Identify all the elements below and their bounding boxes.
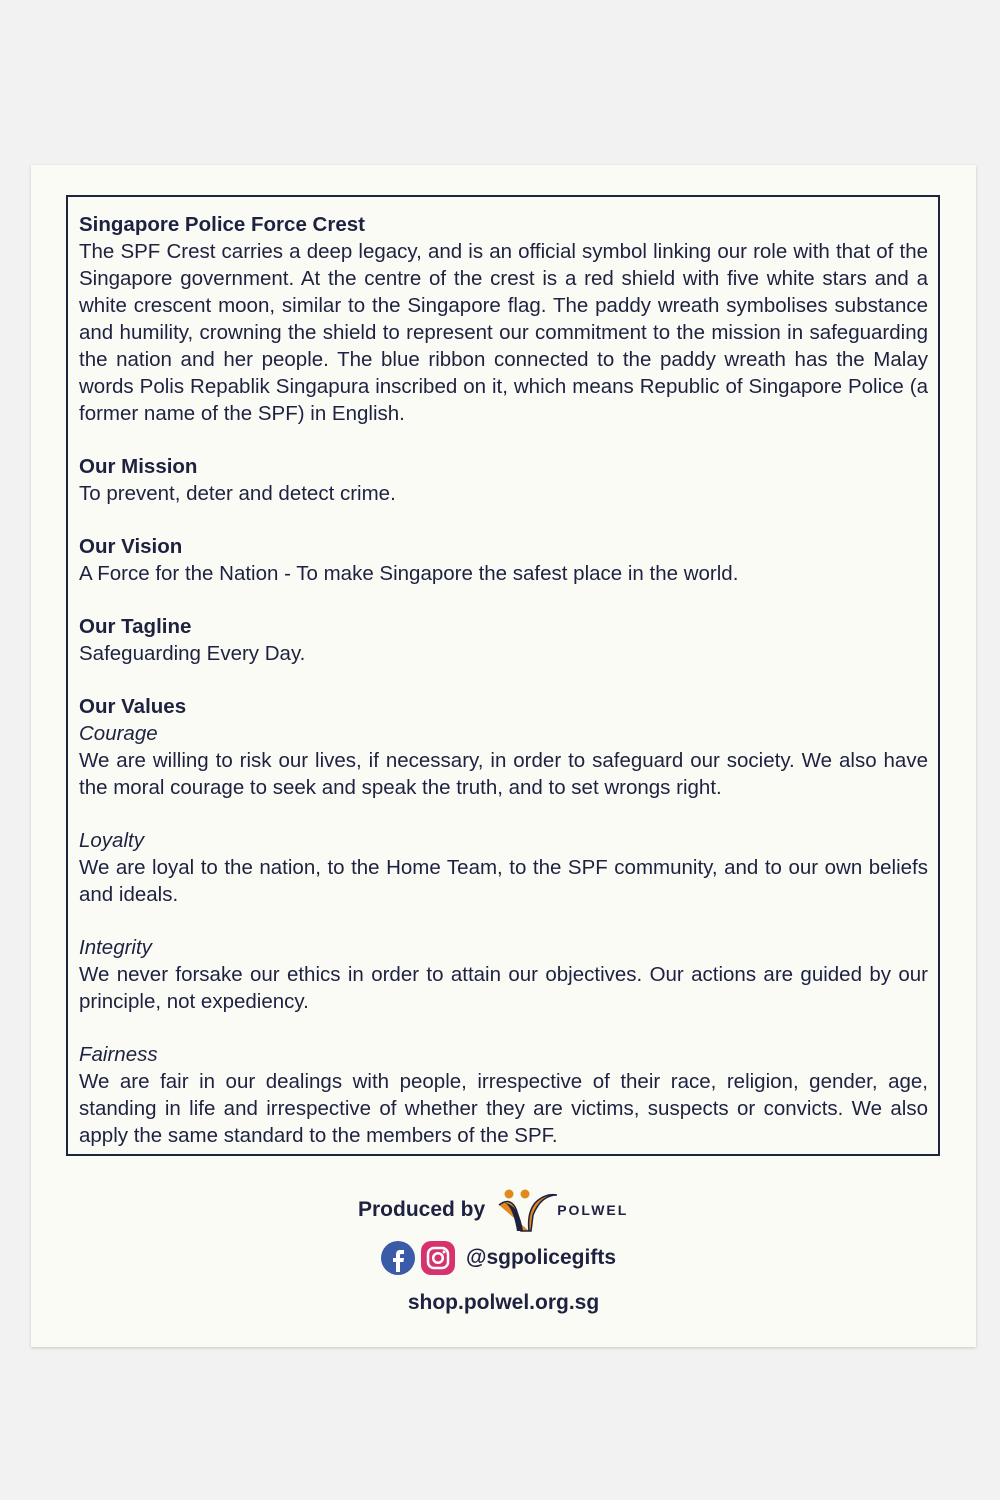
polwel-wordmark: POLWEL bbox=[557, 1202, 629, 1218]
produced-by-label: Produced by bbox=[358, 1198, 486, 1221]
website-link[interactable]: shop.polwel.org.sg bbox=[407, 1291, 600, 1314]
social-row bbox=[380, 1239, 616, 1277]
crest-section bbox=[79, 211, 928, 427]
value-name: Integrity bbox=[79, 936, 152, 959]
facebook-icon[interactable] bbox=[380, 1240, 416, 1276]
social-handle[interactable]: @sgpolicegifts bbox=[466, 1246, 616, 1269]
mission-heading: Our Mission bbox=[79, 455, 198, 478]
produced-by-row bbox=[358, 1185, 628, 1235]
polwel-logo-icon bbox=[495, 1185, 557, 1235]
vision-section bbox=[79, 533, 928, 587]
values-heading: Our Values bbox=[79, 695, 187, 718]
tagline-section bbox=[79, 613, 928, 667]
value-fairness bbox=[79, 1041, 928, 1149]
values-section bbox=[79, 693, 928, 1149]
tagline-body: Safeguarding Every Day. bbox=[79, 642, 306, 665]
value-name: Courage bbox=[79, 722, 158, 745]
mission-body: To prevent, deter and detect crime. bbox=[79, 482, 396, 505]
vision-body: A Force for the Nation - To make Singapore the safest place in the world. bbox=[79, 562, 739, 585]
value-body: We never forsake our ethics in order to attain our objectives. Our actions are guided by our principle, not expediency. bbox=[79, 963, 928, 1013]
crest-body: The SPF Crest carries a deep legacy, and is an official symbol linking our role with that of the Singapore government. At the centre of the crest is a red shield with five white stars and a white crescent moon, similar to the Singapore flag. The paddy wreath symbolises substance and humility, crowning the shield to represent our commitment to the mission in safeguarding the nation and her people. The blue ribbon connected to the paddy wreath has the Malay words Polis Repablik Singapura inscribed on it, which means Republic of Singapore Police (a former name of the SPF) in English. bbox=[79, 240, 928, 425]
tagline-heading: Our Tagline bbox=[79, 615, 192, 638]
value-integrity bbox=[79, 934, 928, 1015]
value-body: We are fair in our dealings with people, irrespective of their race, religion, gender, age, standing in life and irrespective of whether they are victims, suspects or convicts. We also apply the same standard to the members of the SPF. bbox=[79, 1070, 928, 1147]
value-loyalty bbox=[79, 827, 928, 908]
value-body: We are loyal to the nation, to the Home Team, to the SPF community, and to our own beliefs and ideals. bbox=[79, 856, 928, 906]
info-card bbox=[31, 165, 976, 1347]
vision-heading: Our Vision bbox=[79, 535, 183, 558]
value-name: Loyalty bbox=[79, 829, 144, 852]
value-name: Fairness bbox=[79, 1043, 158, 1066]
crest-heading: Singapore Police Force Crest bbox=[79, 213, 365, 236]
instagram-icon[interactable] bbox=[420, 1240, 456, 1276]
content-frame bbox=[66, 195, 940, 1156]
value-body: We are willing to risk our lives, if necessary, in order to safeguard our society. We also have the moral courage to seek and speak the truth, and to set wrongs right. bbox=[79, 749, 928, 799]
value-courage bbox=[79, 720, 928, 801]
mission-section bbox=[79, 453, 928, 507]
